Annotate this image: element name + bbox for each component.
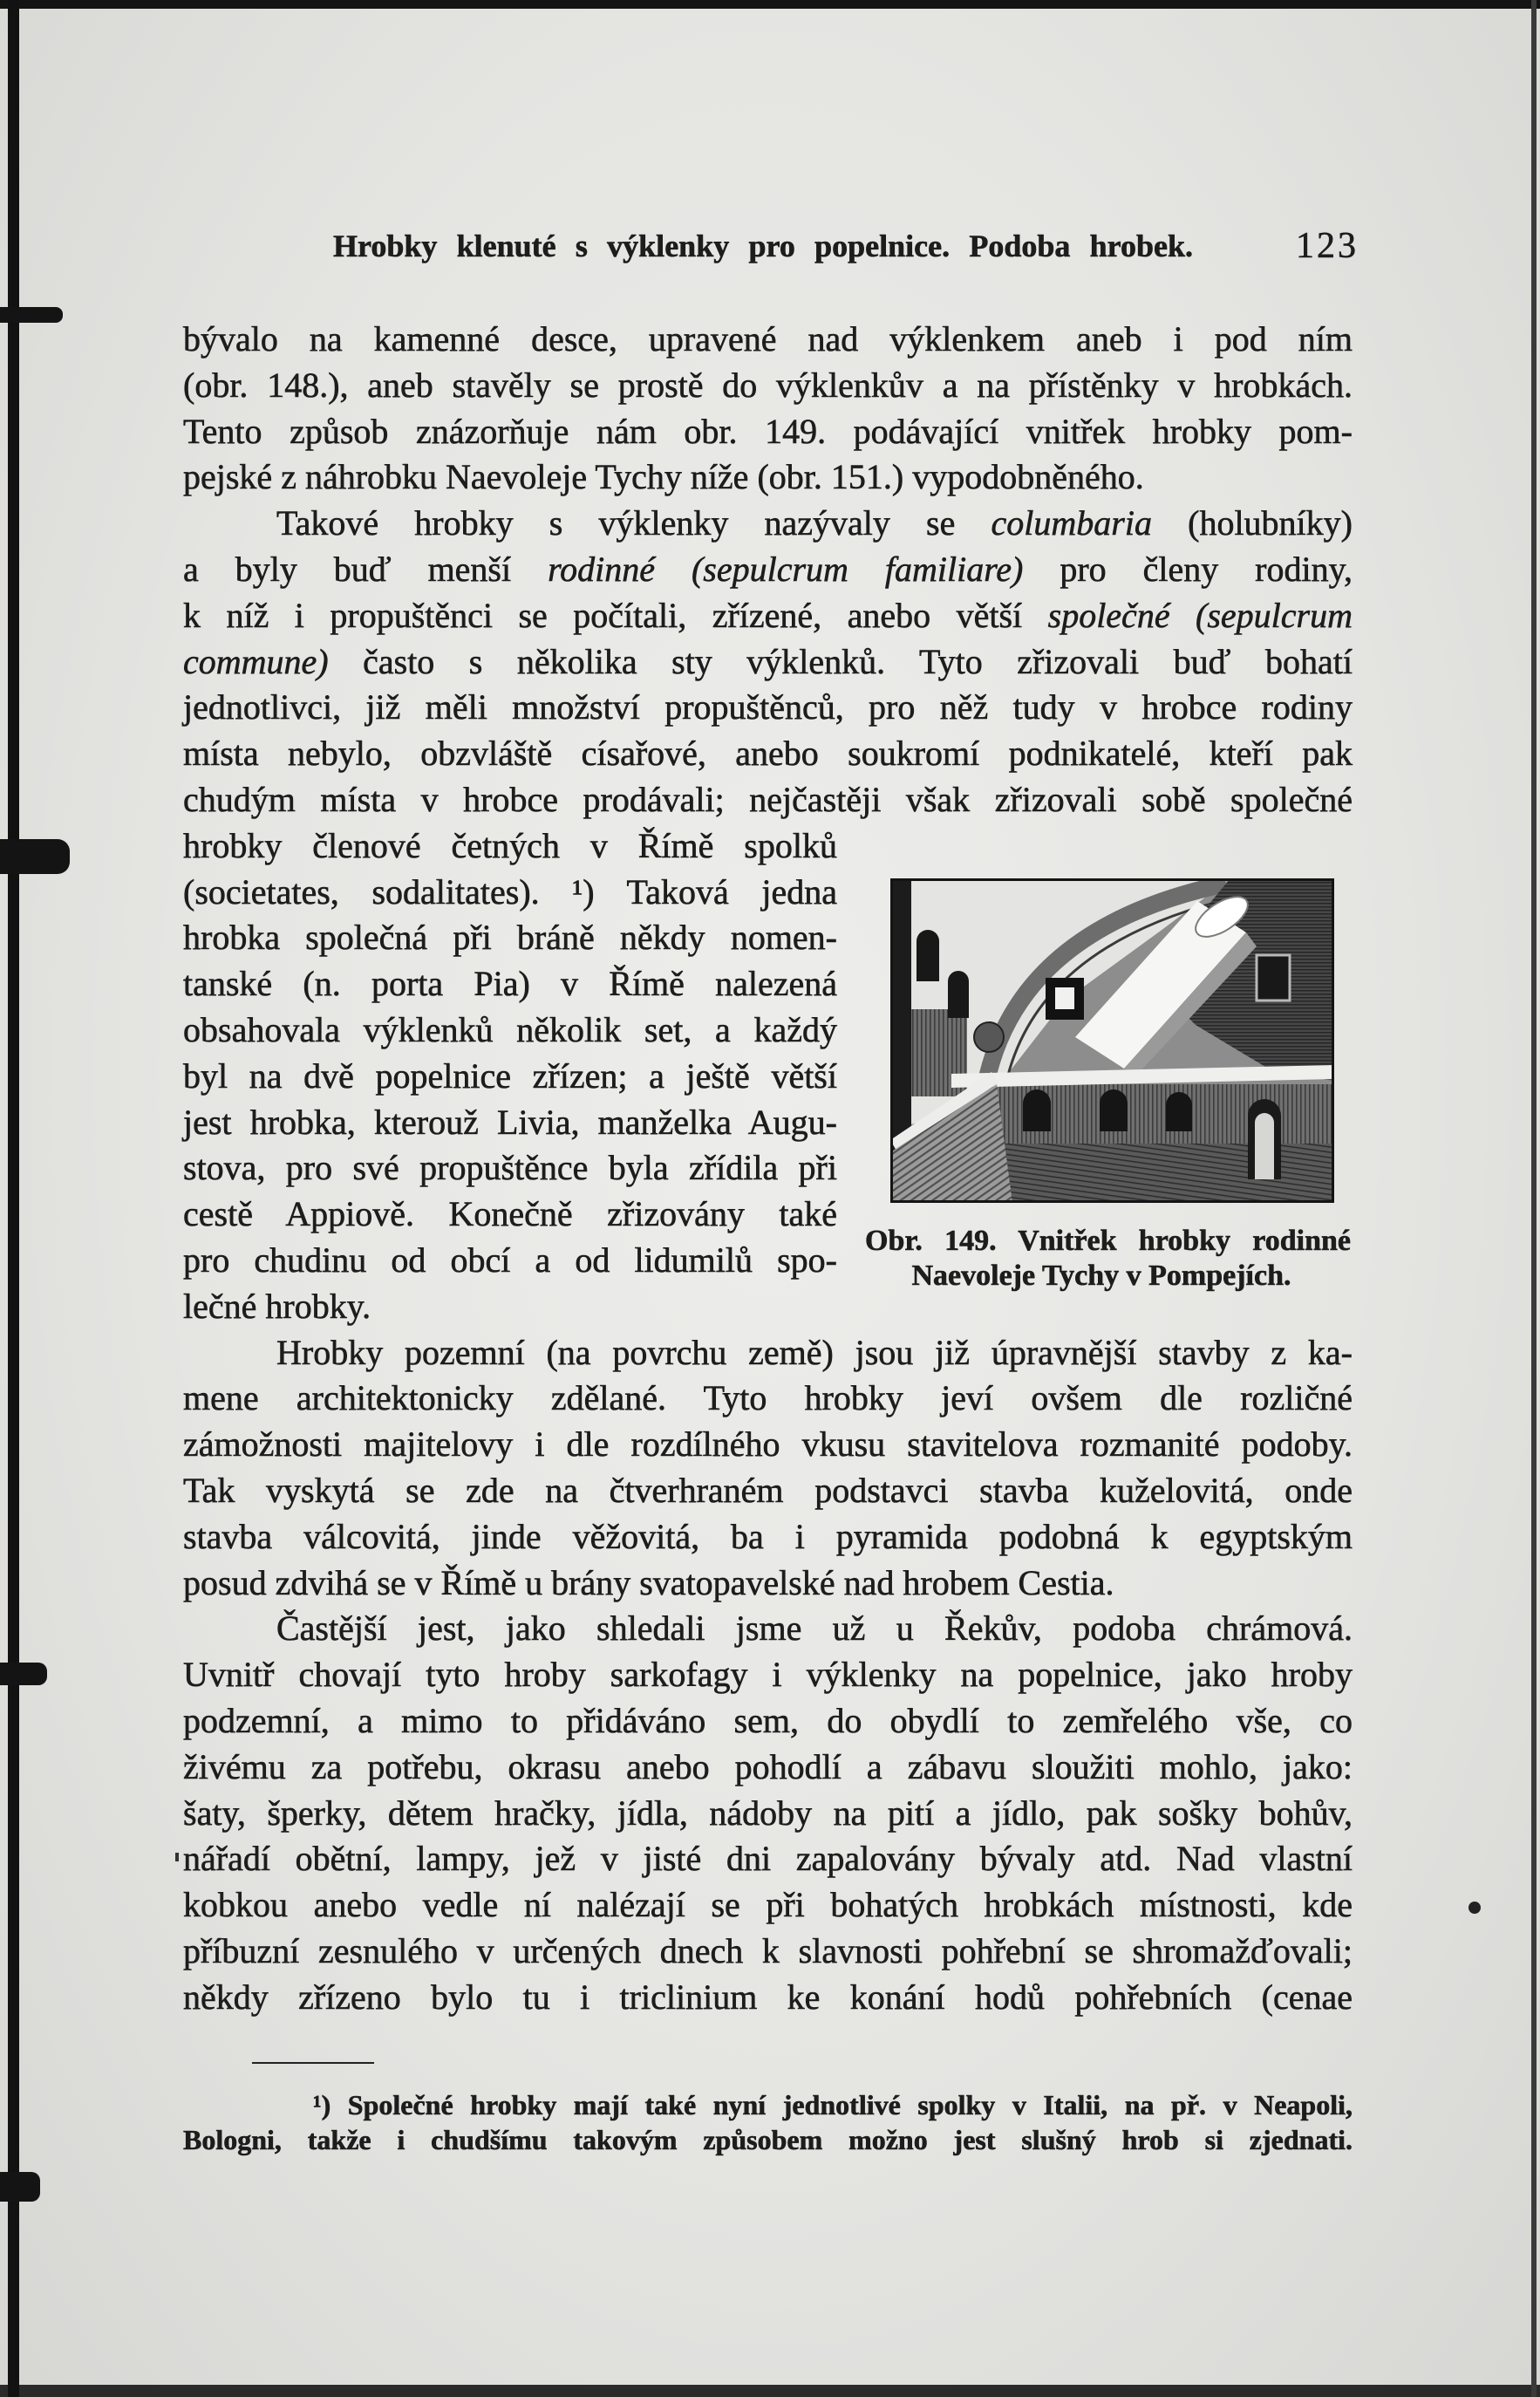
body-line: živému za potřebu, okrasu anebo pohodlí a zábavu sloužiti mohlo, jako: [183,1746,1353,1786]
body-line: lečné hrobky. [183,1286,371,1326]
figure-caption-title: Obr. 149. Vnitřek hrobky rodinné [865,1225,1351,1257]
back-wall-niche [1166,1092,1192,1131]
text-run: pro členy rodiny, [1023,549,1353,589]
text-run: často s několika sty výklenků. Tyto zřizovali buď bohatí [328,641,1353,681]
body-line: Častější jest, jako shledali jsme už u Řekův, podoba chrámová. [276,1608,1353,1649]
body-line: obsahovala výklenků několik set, a každý [183,1009,837,1049]
window-opening-light [1055,987,1074,1009]
text-run: k níž i propuštěnci se počítali, zřízené, anebo větší [183,595,1048,635]
head-relief [974,1022,1004,1052]
body-line: místa nebylo, obzvláště císařové, anebo soukromí podnikatelé, kteří pak [183,734,1353,774]
left-pillar [890,878,911,1166]
body-line: stavba válcovitá, jinde věžovitá, ba i pyramida podobná k egyptským [183,1516,1353,1556]
footnote-line: Bologni, takže i chudšímu takovým způsobem možno jest slušný hrob si zjednati. [183,2124,1353,2155]
body-line: Hrobky pozemní (na povrchu země) jsou již úpravnější stavby z ka- [276,1332,1353,1372]
body-line: šaty, šperky, dětem hračky, jídla, nádoby na pití a jídlo, pak sošky bohův, [183,1793,1353,1833]
ink-speck [1468,1902,1481,1914]
binding-edge [8,0,19,2397]
scan-edge-right [1531,0,1537,2397]
wall-niche [917,930,939,981]
body-line: byl na dvě popelnice zřízen; a ještě větší [183,1055,837,1096]
body-line: hrobka společná při bráně někdy nomen- [183,918,837,958]
text-run: (holubníky) [1151,503,1353,543]
body-line: zámožnosti majitelovy i dle rozdílného vkusu stavitelova rozmanité podoby. [183,1424,1353,1465]
italic-term: společné (sepulcrum [1047,595,1353,635]
body-line [183,501,1353,547]
body-line: nářadí obětní, lampy, jež v jisté dni zapalovány bývaly atd. Nad vlastní [183,1839,1353,1879]
binding-mark [0,307,63,323]
scan-edge-top [0,0,1540,9]
body-line: tanské (n. porta Pia) v Římě nalezená [183,964,837,1004]
body-line: kobkou anebo vedle ní nalézají se při bohatých hrobkách místnosti, kde [183,1885,1353,1925]
binding-mark [0,1663,47,1685]
figure-tomb-interior [890,878,1334,1203]
body-line: příbuzní zesnulého v určených dnech k slavnosti pohřební se shromažďovali; [183,1930,1353,1970]
running-head: Hrobky klenuté s výklenky pro popelnice. Podoba hrobek. [333,229,1193,263]
floor [993,1144,1334,1203]
body-line: (obr. 148.), aneb stavěly se prostě do výklenkův a na přístěnky v hrobkách. [183,365,1353,405]
text-run: Takové hrobky s výklenky nazývaly se [276,503,991,543]
ink-speck [175,1853,179,1861]
right-wall-niche [1257,955,1290,1000]
body-line: hrobky členové četných v Římě spolků [183,825,837,865]
body-line [183,547,1353,593]
italic-term: commune) [183,641,329,681]
text-run: a byly buď menší [183,549,549,589]
binding-mark [0,2172,40,2202]
body-line: podzemní, a mimo to přidáváno sem, do obydlí to zemřelého vše, co [183,1700,1353,1740]
body-line: jednotlivci, již měli množství propuštěnců, pro něž tudy v hrobce rodiny [183,687,1353,727]
footnotes [183,2087,1353,2157]
footnote-rule [252,2062,374,2064]
binding-mark [0,839,70,874]
body-line: cestě Appiově. Konečně zřizovány také [183,1194,837,1234]
body-line [183,639,1353,686]
body-line: Tento způsob znázorňuje nám obr. 149. podávající vnitřek hrobky pom- [183,411,1353,451]
body-line: (societates, sodalitates). ¹) Taková jedna [183,871,837,912]
body-line [183,593,1353,639]
body-line: jest hrobka, kterouž Livia, manželka Augu- [183,1102,837,1142]
body-line: posud zdvihá se v Římě u brány svatopavelské nad hrobem Cestia. [183,1562,1114,1602]
body-line: pro chudinu od obcí a od lidumilů spo- [183,1239,837,1280]
body-line: pejské z náhrobku Naevoleje Tychy níže (obr. 151.) vypodobněného. [183,457,1144,497]
page-number: 123 [1296,226,1359,266]
body-line: chudým místa v hrobce prodávali; nejčastěji však zřizovali sobě společné [183,779,1353,819]
body-line: Uvnitř chovají tyto hroby sarkofagy i výklenky na popelnice, jako hroby [183,1655,1353,1695]
back-wall-niche [1023,1089,1051,1131]
figure-caption-subtitle: Naevoleje Tychy v Pompejích. [911,1260,1291,1292]
doorway-light [1255,1113,1274,1179]
italic-term: columbaria [991,503,1152,543]
body-line: bývalo na kamenné desce, upravené nad výklenkem aneb i pod ním [183,319,1353,359]
footnote-line: ¹) Společné hrobky mají také nyní jednotlivé spolky v Italii, na př. v Neapoli, [313,2089,1353,2120]
back-wall-niche [1100,1089,1128,1131]
italic-term: rodinné (sepulcrum familiare) [548,549,1024,589]
wall-niche [948,971,969,1018]
body-line: mene architektonicky zdělané. Tyto hrobky jeví ovšem dle rozličné [183,1378,1353,1418]
body-line: někdy zřízeno bylo tu i triclinium ke konání hodů pohřebních (cenae [183,1977,1353,2017]
scan-edge-bottom [0,2385,1540,2397]
body-line: Tak vyskytá se zde na čtverhraném podstavci stavba kuželovitá, onde [183,1470,1353,1510]
body-line: stova, pro své propuštěnce byla zřídila při [183,1148,837,1188]
